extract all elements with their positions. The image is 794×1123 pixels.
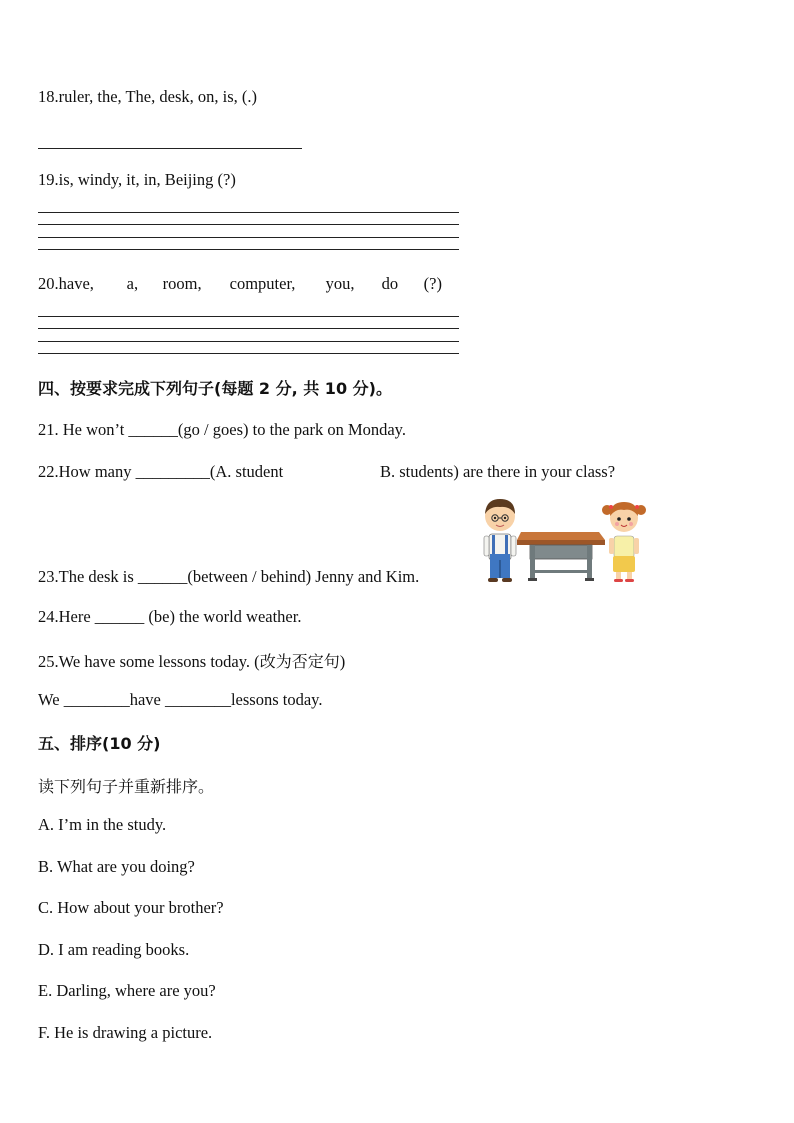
question-23: 23.The desk is ______(between / behind) Jenny and Kim.	[38, 567, 420, 586]
answer-line[interactable]	[38, 328, 459, 329]
sentence-b: B. What are you doing?	[38, 857, 195, 876]
question-24: 24.Here ______ (be) the world weather.	[38, 607, 302, 626]
word: computer,	[229, 274, 296, 293]
question-number: 18.	[38, 87, 59, 106]
question-22-part-b: B. students) are there in your class?	[380, 462, 616, 481]
question-text: ruler, the, The, desk, on, is, (.)	[58, 87, 257, 106]
sentence-f: F. He is drawing a picture.	[38, 1023, 213, 1042]
section-4-title: 四、按要求完成下列句子(每题 2 分, 共 10 分)。	[38, 379, 392, 398]
question-20	[38, 274, 442, 294]
section-5-instruction: 读下列句子并重新排序。	[38, 777, 215, 796]
question-25-text: 25.We have some lessons today. (	[38, 652, 260, 671]
answer-line[interactable]	[38, 148, 302, 149]
question-19	[38, 170, 236, 190]
question-25-instruction: 改为否定句	[259, 652, 340, 671]
answer-line[interactable]	[38, 316, 459, 317]
word: you,	[325, 274, 355, 293]
word: do	[381, 274, 399, 293]
word: a,	[126, 274, 139, 293]
word: (?)	[423, 274, 442, 293]
answer-line[interactable]	[38, 212, 459, 213]
question-25-close: )	[339, 652, 346, 671]
question-text: is, windy, it, in, Beijing (?)	[58, 170, 236, 189]
word: have,	[58, 274, 94, 293]
question-number: 20.	[38, 274, 59, 293]
boy-figure	[484, 499, 516, 582]
answer-line[interactable]	[38, 249, 459, 250]
question-number: 19.	[38, 170, 59, 189]
desk-figure	[517, 532, 605, 581]
answer-line[interactable]	[38, 237, 459, 238]
question-22	[38, 462, 615, 482]
sentence-d: D. I am reading books.	[38, 940, 190, 959]
question-21: 21. He won’t ______(go / goes) to the park on Monday.	[38, 420, 406, 439]
question-22-part-a: 22.How many _________(A. student	[38, 462, 284, 481]
question-25	[38, 649, 345, 672]
kids-desk-illustration	[476, 494, 652, 586]
question-25-answer: We ________have ________lessons today.	[38, 690, 323, 709]
sentence-c: C. How about your brother?	[38, 898, 224, 917]
girl-figure	[602, 502, 646, 582]
answer-line[interactable]	[38, 353, 459, 354]
question-18	[38, 87, 257, 107]
sentence-a: A. I’m in the study.	[38, 815, 167, 834]
sentence-e: E. Darling, where are you?	[38, 981, 216, 1000]
section-5-title: 五、排序(10 分)	[38, 734, 161, 753]
answer-line[interactable]	[38, 224, 459, 225]
answer-line[interactable]	[38, 341, 459, 342]
word: room,	[162, 274, 202, 293]
